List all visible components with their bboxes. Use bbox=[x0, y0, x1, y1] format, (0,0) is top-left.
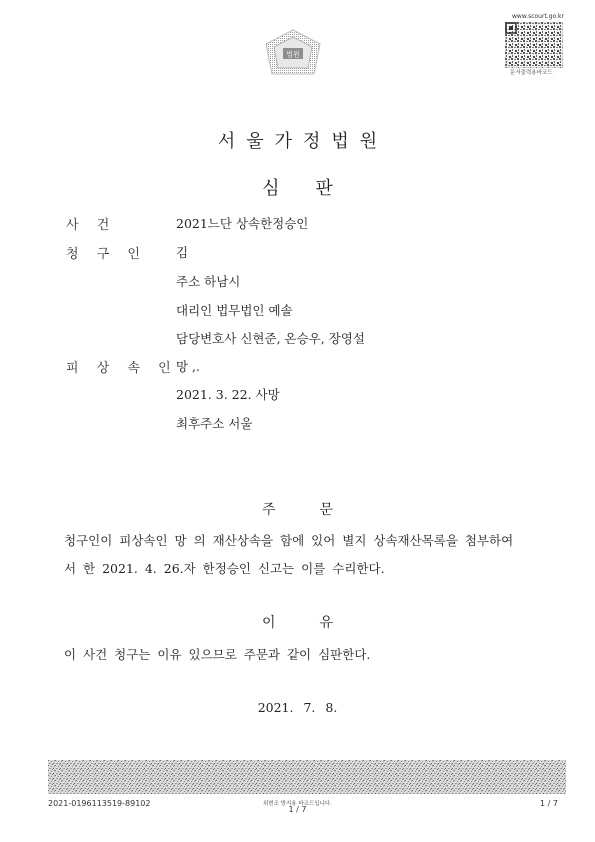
document-number: 2021-0196113519-89102 bbox=[48, 799, 151, 808]
footer-notice: 위변조 방지용 바코드입니다. bbox=[262, 801, 332, 807]
page-indicator-center: 1 / 7 bbox=[288, 805, 307, 814]
anti-forgery-barcode-icon bbox=[48, 760, 566, 794]
decedent-death: 2021. 3. 22. 사망 bbox=[176, 387, 280, 402]
reason-heading: 이유 bbox=[261, 615, 378, 631]
claimant-lawyers: 담당변호사 신현준, 온승우, 장영설 bbox=[176, 331, 365, 346]
decedent-name: 망 ,. bbox=[176, 359, 200, 374]
claimant-name: 김 bbox=[176, 245, 189, 260]
case-value: 2021느단 상속한정승인 bbox=[176, 216, 309, 231]
document-type: 심판 bbox=[262, 178, 369, 199]
claimant-label: 청 구 인 bbox=[66, 247, 147, 262]
decedent-label: 피 상 속 인 bbox=[66, 361, 178, 376]
qr-code-icon bbox=[505, 22, 563, 68]
claimant-address: 주소 하남시 bbox=[176, 274, 241, 289]
court-emblem-icon bbox=[262, 28, 324, 78]
qr-caption: 문서출력용바코드 bbox=[510, 70, 553, 76]
ruling-line-2: 서 한 2021. 4. 26.자 한정승인 신고는 이를 수리한다. bbox=[64, 561, 385, 576]
decedent-address: 최후주소 서울 bbox=[176, 416, 253, 431]
court-name: 서울가정법원 bbox=[217, 131, 389, 152]
ruling-date: 2021. 7. 8. bbox=[257, 700, 338, 715]
qr-url: www.scourt.go.kr bbox=[512, 13, 564, 20]
page-indicator-right: 1 / 7 bbox=[540, 799, 558, 808]
reason-line-1: 이 사건 청구는 이유 있으므로 주문과 같이 심판한다. bbox=[64, 647, 371, 662]
emblem-text: 법원 bbox=[286, 50, 300, 59]
case-label: 사 건 bbox=[66, 218, 117, 233]
claimant-agent: 대리인 법무법인 예솔 bbox=[176, 303, 293, 318]
ruling-line-1: 청구인이 피상속인 망 의 재산상속을 함에 있어 별지 상속재산목록을 첨부하여 bbox=[64, 533, 514, 548]
ruling-heading: 주문 bbox=[261, 502, 378, 518]
